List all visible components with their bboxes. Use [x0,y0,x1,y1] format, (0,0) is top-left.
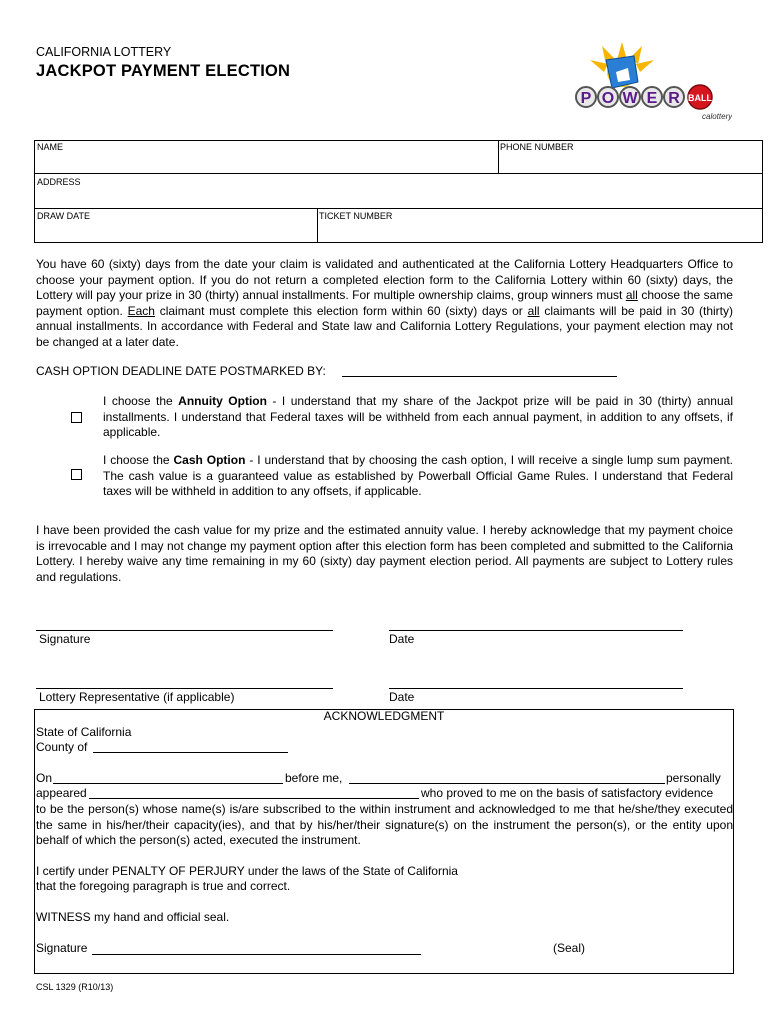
powerball-logo [572,42,732,122]
representative-signature-line[interactable] [36,688,333,689]
acknowledgment-body: to be the person(s) whose name(s) is/are subscribed to the within instrument and acknowledged to me that he/she/they executed the same in his/her/their capacity(ies), and that by his/her/their signature(s) on the instrument the person(s), or the entity upon behalf of which the person(s) acted, executed the instrument. [36,802,733,847]
before-me-label: before me, [285,771,343,785]
perjury-certification: I certify under PENALTY OF PERJURY under the laws of the State of California [36,864,458,878]
logo-letter: W [622,90,638,107]
satisfactory-evidence-text: who proved to me on the basis of satisfactory evidence [421,786,714,800]
sun-burst-icon [590,42,654,88]
logo-ball-text: BALL [688,93,712,103]
witness-text: WITNESS my hand and official seal. [36,910,230,924]
representative-date-label: Date [389,690,415,704]
representative-date-line[interactable] [389,688,683,689]
logo-letter: P [580,90,592,107]
signature-date-label: Date [389,632,415,646]
notary-name-line[interactable] [349,783,665,784]
signature-line[interactable] [36,630,333,631]
form-title: JACKPOT PAYMENT ELECTION [36,62,291,80]
name-field-label: NAME [37,142,64,152]
ticket-number-field-label: TICKET NUMBER [319,211,393,221]
instructions-paragraph: You have 60 (sixty) days from the date your claim is validated and authenticated at the California Lottery Headquarters Office to choose your payment option. If you do not return a completed election form to the California Lottery within 60 (sixty) days, the Lottery will pay your prize in 30 (thirty) annual installments. For multiple ownership claims, group winners must all choose the same payment option. Each claimant must complete this election form within 60 (sixty) days or all claimants will be paid in 30 (thirty) annual installments. In accordance with Federal and State law and California Lottery Regulations, your payment election may not be changed at a later date. [36,257,734,349]
acknowledgment-title: ACKNOWLEDGMENT [323,709,445,723]
representative-label: Lottery Representative (if applicable) [39,690,235,704]
draw-date-field-label: DRAW DATE [37,211,90,221]
claimant-info-table [34,140,763,243]
notary-signature-line[interactable] [92,954,421,955]
deadline-date-line[interactable] [342,376,617,377]
county-line[interactable] [93,752,288,753]
irrevocable-acknowledgement: I have been provided the cash value for my prize and the estimated annuity value. I hereby acknowledge that my payment choice is irrevocable and I may not change my payment option after this election form has been completed and submitted to the California Lottery. I hereby waive any time remaining in my 60 (sixty) day payment election period. All payments are subject to Lottery rules and regulations. [36,523,733,584]
logo-letter: E [646,90,658,107]
logo-letter: R [668,90,680,107]
cash-option-text: I choose the Cash Option - I understand that by choosing the cash option, I will receive a single lump sum payment. The cash value is a guaranteed value as established by Powerball Official Game Rules. I understand that Federal taxes will be withheld in addition to any offsets, if applicable. [103,453,733,498]
notary-signature-label: Signature [36,941,88,955]
on-label: On [36,771,53,785]
form-agency: CALIFORNIA LOTTERY [36,45,172,59]
signature-label: Signature [39,632,91,646]
annuity-option-checkbox[interactable] [71,412,82,423]
date-on-line[interactable] [53,783,283,784]
form-number: CSL 1329 (R10/13) [36,982,114,992]
logo-brand: calottery [702,112,732,121]
perjury-certification-2: that the foregoing paragraph is true and correct. [36,879,291,893]
state-label: State of California [36,725,132,739]
cash-option-checkbox[interactable] [71,469,82,480]
logo-letter: O [601,90,615,107]
personally-label: personally [666,771,721,785]
address-field-label: ADDRESS [37,177,81,187]
annuity-option-text: I choose the Annuity Option - I understand that my share of the Jackpot prize will be paid in 30 (thirty) annual installments. I understand that Federal taxes will be withheld from each annual payment, in addition to any offsets, if applicable. [103,394,733,439]
appeared-label: appeared [36,786,87,800]
phone-field-label: PHONE NUMBER [500,142,574,152]
appeared-name-line[interactable] [89,798,419,799]
deadline-label: CASH OPTION DEADLINE DATE POSTMARKED BY: [36,364,326,378]
county-label: County of [36,740,88,754]
signature-date-line[interactable] [389,630,683,631]
seal-label: (Seal) [553,941,586,955]
